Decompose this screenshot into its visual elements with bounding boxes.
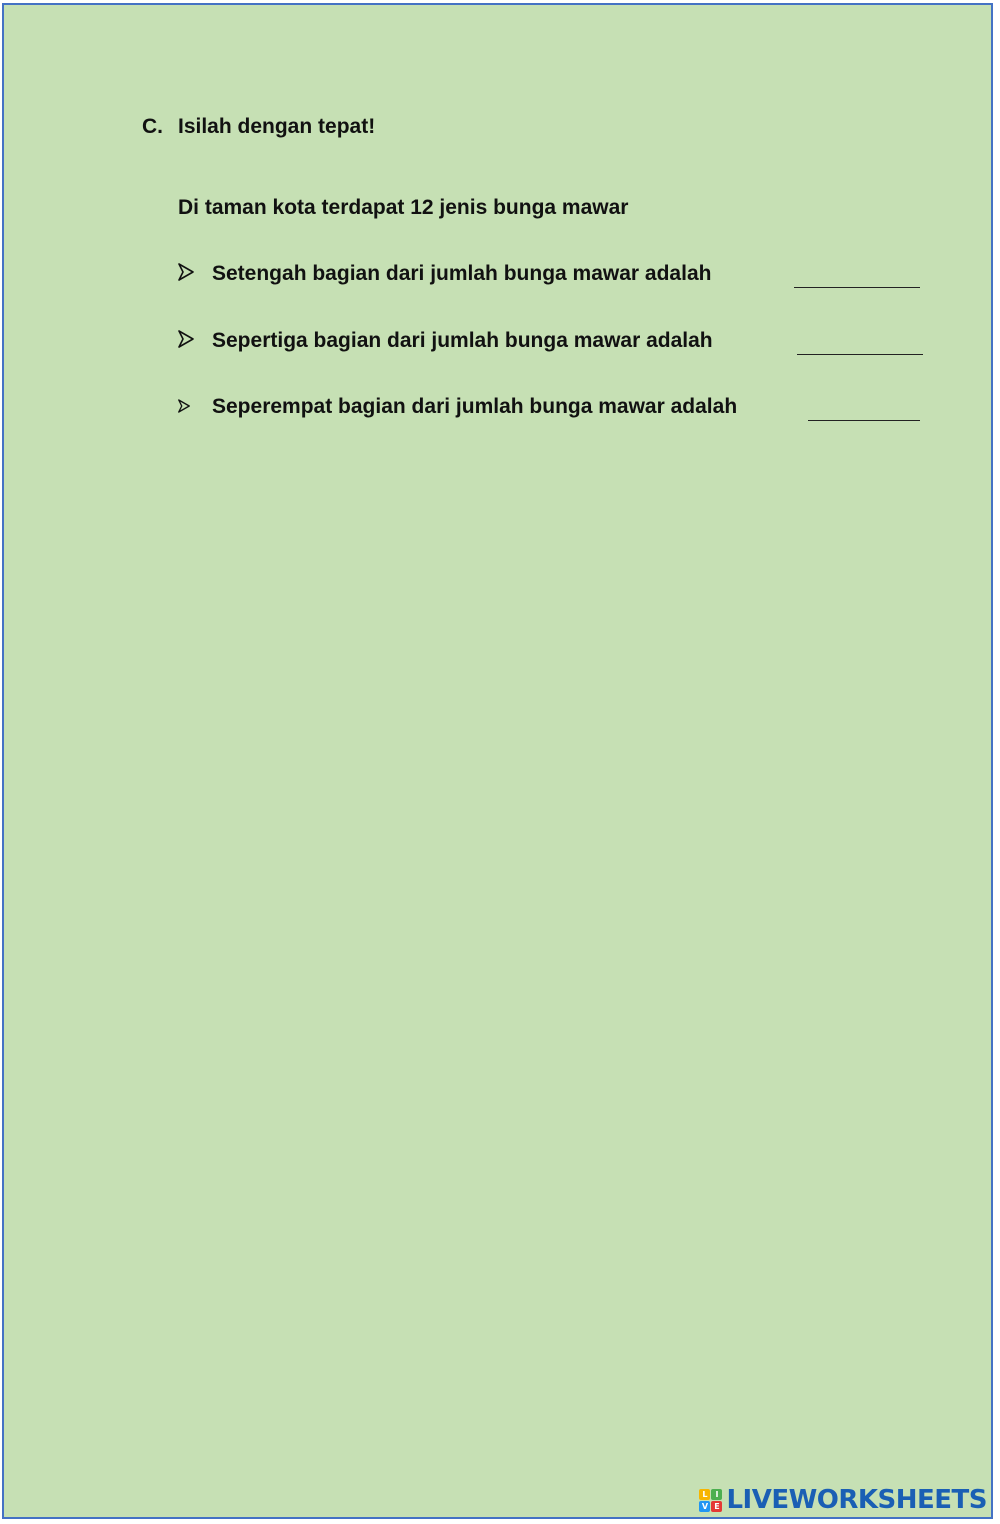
answer-blank[interactable] — [808, 420, 920, 421]
logo-tile: I — [711, 1489, 722, 1500]
question-text: Seperempat bagian dari jumlah bunga mawar adalah — [212, 395, 738, 418]
problem-statement: Di taman kota terdapat 12 jenis bunga mawar — [178, 196, 629, 219]
section-letter: C. — [142, 115, 163, 138]
section-heading — [142, 115, 375, 139]
logo-tile: V — [699, 1501, 710, 1512]
question-text: Sepertiga bagian dari jumlah bunga mawar adalah — [212, 329, 713, 352]
logo-text: LIVEWORKSHEETS — [726, 1485, 987, 1515]
arrow-bullet-icon — [178, 330, 194, 348]
section-title: Isilah dengan tepat! — [178, 115, 376, 138]
answer-blank[interactable] — [797, 354, 923, 355]
logo-tile: E — [711, 1501, 722, 1512]
arrow-bullet-icon — [178, 399, 190, 413]
worksheet-page — [2, 3, 993, 1519]
arrow-bullet-icon — [178, 263, 194, 281]
question-text: Setengah bagian dari jumlah bunga mawar adalah — [212, 262, 712, 285]
liveworksheets-logo — [699, 1485, 987, 1515]
logo-tiles-icon — [699, 1489, 722, 1512]
answer-blank[interactable] — [794, 287, 920, 288]
logo-tile: L — [699, 1489, 710, 1500]
